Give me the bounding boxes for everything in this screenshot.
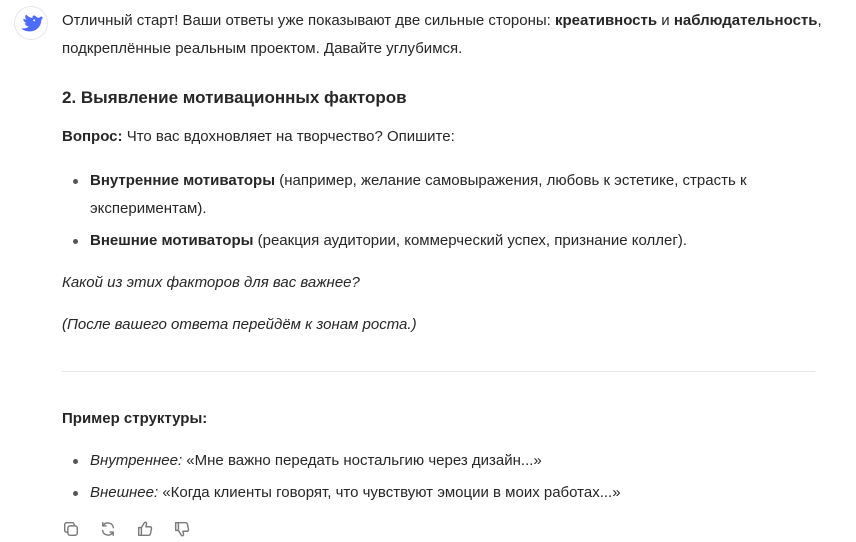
dislike-button[interactable] xyxy=(171,518,193,540)
example-text: «Когда клиенты говорят, что чувствуют эмоции в моих работах...» xyxy=(158,484,621,501)
intro-text-end: , подкреплённые реальным проектом. Давайте углубимся. xyxy=(62,12,822,57)
copy-button[interactable] xyxy=(60,518,82,540)
list-item xyxy=(62,447,802,475)
motivators-list xyxy=(62,167,802,255)
list-item-text: (например, желание самовыражения, любовь к эстетике, страсть к экспериментам). xyxy=(90,172,747,217)
question-text: Что вас вдохновляет на творчество? Опишите: xyxy=(122,128,455,145)
intro-strength-1: креативность xyxy=(555,12,658,29)
intro-paragraph xyxy=(62,7,822,63)
section-heading: 2. Выявление мотивационных факторов xyxy=(62,88,407,107)
list-item-text: (реакция аудитории, коммерческий успех, признание коллег). xyxy=(253,232,687,249)
bullet-icon xyxy=(73,459,78,464)
regenerate-button[interactable] xyxy=(97,518,119,540)
whale-logo-icon xyxy=(19,13,43,33)
thumbs-down-icon xyxy=(173,520,191,538)
bullet-icon xyxy=(73,491,78,496)
thumbs-up-icon xyxy=(136,520,154,538)
followup-question: Какой из этих факторов для вас важнее? xyxy=(62,274,360,291)
list-item xyxy=(62,227,802,255)
list-item-label: Внешние мотиваторы xyxy=(90,232,254,249)
like-button[interactable] xyxy=(134,518,156,540)
list-item xyxy=(62,479,802,507)
example-text: «Мне важно передать ностальгию через дизайн...» xyxy=(182,452,542,469)
regenerate-icon xyxy=(99,520,117,538)
copy-icon xyxy=(62,520,80,538)
bullet-icon xyxy=(73,179,78,184)
question-label: Вопрос: xyxy=(62,128,123,145)
intro-text: Отличный старт! Ваши ответы уже показывают две сильные стороны: xyxy=(62,12,556,29)
assistant-avatar xyxy=(14,6,48,40)
bullet-icon xyxy=(73,239,78,244)
question-paragraph xyxy=(62,123,455,151)
divider xyxy=(62,371,815,372)
followup-note: (После вашего ответа перейдём к зонам роста.) xyxy=(62,316,417,333)
example-label: Внешнее: xyxy=(90,484,159,501)
list-item-label: Внутренние мотиваторы xyxy=(90,172,276,189)
example-title: Пример структуры: xyxy=(62,410,208,427)
intro-text-and: и xyxy=(657,12,674,29)
intro-strength-2: наблюдательность xyxy=(673,12,818,29)
list-item xyxy=(62,167,802,223)
example-label: Внутреннее: xyxy=(90,452,183,469)
message-actions xyxy=(60,518,193,540)
examples-list xyxy=(62,447,802,507)
